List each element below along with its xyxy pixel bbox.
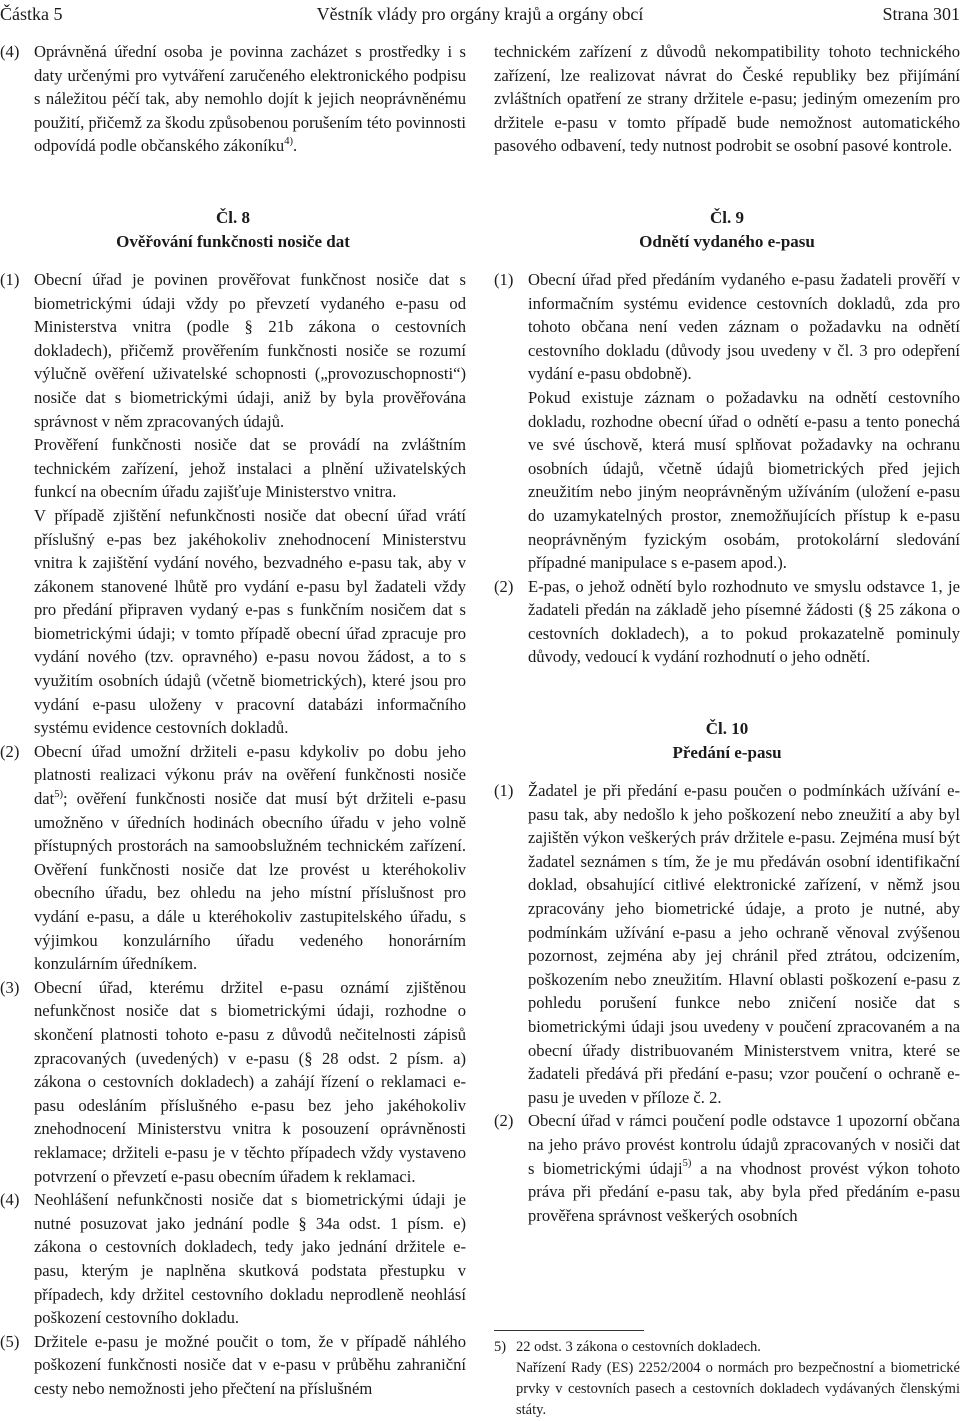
header-journal-title: Věstník vlády pro orgány krajů a orgány obcí bbox=[316, 4, 644, 24]
article-10-heading bbox=[494, 717, 960, 765]
paragraph-number: (4) bbox=[0, 1190, 20, 1210]
header-page-number: Strana 301 bbox=[882, 4, 960, 24]
paragraph-text-cont: a na vhodnost provést výkon tohoto práva při předání e-pasu tak, aby byla před předáním e-pasu prověřena správnost veškerých osobních bbox=[528, 1158, 960, 1225]
footnote-ref: 5) bbox=[682, 1158, 692, 1170]
paragraph-text: Oprávněná úřední osoba je povinna zacházet s prostředky i s daty určenými pro vytváření zaručeného elektronického podpisu s náležitou péčí tak, aby nemohlo dojít k jejich neoprávněnému použití, přičemž za škodu způsobenou porušením této povinnosti odpovídá podle občanského zákoníku bbox=[34, 42, 466, 156]
article-10-paragraph-1 bbox=[494, 779, 960, 1109]
paragraph-number: (4) bbox=[0, 42, 20, 61]
right-column bbox=[494, 40, 960, 1227]
footnote-5 bbox=[494, 1337, 960, 1421]
paragraph-continuation: Prověření funkčnosti nosiče dat se provádí na zvláštním technickém zařízení, jehož instalaci a plnění uživatelských funkcí na obecním úřadu zajišťuje Ministerstvo vnitra. bbox=[34, 435, 466, 502]
article-8-paragraph-5 bbox=[0, 1330, 466, 1401]
paragraph-continuation: V případě zjištění nefunkčnosti nosiče dat obecní úřad vrátí příslušný e-pas bez jakéhokoliv znehodnocení Ministerstvu vnitra k zajištění vydání nového, bezvadného e-pasu tak, aby v zákonem stanovené lhůtě pro vydání e-pasu byl žadateli vždy pro předání připraven vydaný e-pas s funkčním nosičem dat s biometrickými údaji; v tomto případě obecní úřad zpracuje pro vydání nového (tzv. opravného) e-pasu novou žádost, a to s využitím osobních údajů (včetně biometrických), které jsou pro vydání e-pasu uloženy v pracovní databázi informačního systému evidence cestovních dokladů. bbox=[34, 505, 466, 738]
paragraph-number: (2) bbox=[494, 576, 514, 596]
paragraph-text: E-pas, o jehož odnětí bylo rozhodnuto ve smyslu odstavce 1, je žadateli předán na základě jeho písemné žádosti (§ 25 zákona o cestovních dokladech), a to pokud prokazatelně pominuly důvody, vedoucí k vydání rozhodnutí o jeho odnětí. bbox=[528, 576, 960, 667]
paragraph-text-cont: ; ověření funkčnosti nosiče dat musí být držiteli e-pasu umožněno v úředních hodinách obecního úřadu v jeho volně přístupných prostorách na samoobslužném technickém zařízení. Ověření funkčnosti nosiče dat lze provést u kteréhokoliv obecního úřadu, bez ohledu na jeho místní příslušnost pro vydání e-pasu, a dále u kteréhokoliv zastupitelského úřadu, s výjimkou konzulárního úřadu vedeného honorárním konzulárním úředníkem. bbox=[34, 789, 466, 974]
footnote-number: 5) bbox=[494, 1339, 507, 1355]
page-header bbox=[0, 2, 960, 28]
paragraph-text: Obecní úřad je povinen prověřovat funkčnost nosiče dat s biometrickými údaji vždy po převzetí vydaného e-pasu od Ministerstva vnitra (podle § 21b zákona o cestovních dokladech), přičemž prověřením funkčnosti nosiče se rozumí výlučně ověření uživatelské schopnosti („provozuschopnosti“) nosiče dat s biometrickými údaji, aniž by byla prověřována správnost v něm zpracovaných údajů. bbox=[34, 269, 466, 431]
footnote-ref: 5) bbox=[54, 788, 64, 800]
paragraph-number: (2) bbox=[494, 1111, 514, 1131]
article-8-paragraph-1 bbox=[0, 268, 466, 433]
paragraph-4 bbox=[0, 40, 466, 158]
article-title: Předání e-pasu bbox=[672, 743, 782, 763]
header-issue: Částka 5 bbox=[0, 4, 63, 24]
paragraph-text: Obecní úřad v rámci poučení podle odstavce 1 upozorní občana na jeho právo provést kontrolu údajů zpracovaných v nosiči dat s biometrickými údaji bbox=[528, 1111, 960, 1178]
article-number: Čl. 8 bbox=[216, 207, 250, 227]
article-8-paragraph-2 bbox=[0, 740, 466, 976]
paragraph-text: Obecní úřad umožní držiteli e-pasu kdykoliv po dobu jeho platnosti realizaci výkonu práv na ověření funkčnosti nosiče dat bbox=[34, 741, 466, 809]
article-title: Odnětí vydaného e-pasu bbox=[639, 231, 815, 251]
paragraph-number: (1) bbox=[494, 269, 514, 289]
paragraph-number: (1) bbox=[494, 781, 514, 801]
paragraph-text: Držitele e-pasu je možné poučit o tom, že v případě náhlého poškození funkčnosti nosiče dat v e-pasu v průběhu zahraniční cesty nebo nemožnosti jeho přečtení na příslušném bbox=[34, 1331, 466, 1398]
article-10-paragraph-2 bbox=[494, 1109, 960, 1227]
footnote-ref: 4) bbox=[284, 135, 293, 147]
paragraph-text: Obecní úřad, kterému držitel e-pasu oznámí zjištěnou nefunkčnost nosiče dat s biometrickými údaji, rozhodne o skončení platnosti tohoto e-pasu z důvodů nečitelnosti zápisů zpracovaných (uvedených) v e-pasu (§ 28 odst. 2 písm. a) zákona o cestovních dokladech) a zahájí řízení o reklamaci e-pasu odesláním příslušného e-pasu bez jeho jakéhokoliv znehodnocení Ministerstvu vnitra k posouzení oprávněnosti reklamace; držiteli e-pasu je v těchto případech vždy vystaveno potvrzení o převzetí e-pasu obecním úřadem k reklamaci. bbox=[34, 977, 466, 1186]
footnote-line: 22 odst. 3 zákona o cestovních dokladech. bbox=[516, 1339, 761, 1355]
article-8-paragraph-3 bbox=[0, 976, 466, 1188]
article-number: Čl. 10 bbox=[705, 719, 749, 739]
paragraph-continuation: technickém zařízení z důvodů nekompatibility tohoto technického zařízení, lze realizovat návrat do České republiky bez přijímání zvláštních opatření ze strany držitele e-pasu; jediným omezením pro držitele e-pasu v tomto případě bude nemožnost automatického pasového odbavení, tedy nutnost podrobit se osobní pasové kontrole. bbox=[494, 42, 960, 156]
paragraph-end: . bbox=[292, 136, 298, 156]
paragraph-number: (1) bbox=[0, 269, 20, 289]
article-number: Čl. 9 bbox=[710, 207, 744, 227]
article-9-heading bbox=[494, 206, 960, 254]
article-8-heading bbox=[0, 206, 466, 254]
footnote-divider bbox=[494, 1330, 644, 1331]
paragraph-number: (3) bbox=[0, 977, 20, 997]
left-column bbox=[0, 40, 466, 1400]
paragraph-number: (2) bbox=[0, 741, 20, 761]
paragraph-text: Obecní úřad před předáním vydaného e-pasu žadateli prověří v informačním systému evidence cestovních dokladů, zda pro tohoto občana není veden záznam o požadavku na odnětí cestovního dokladu (důvody jsou uvedeny v čl. 3 pro odepření vydání e-pasu obdobně). bbox=[528, 269, 960, 384]
article-title: Ověřování funkčnosti nosiče dat bbox=[116, 231, 350, 251]
paragraph-text: Neohlášení nefunkčnosti nosiče dat s biometrickými údaji je nutné posuzovat jako jednání podle § 34a odst. 1 písm. e) zákona o cestovních dokladech, tedy jako jednání držitele e-pasu, kterým je naplněna skutková podstata přestupku v případech, kdy držitel cestovního dokladu neprodleně neohlásí poškození cestovního dokladu. bbox=[34, 1190, 466, 1328]
paragraph-text: Žadatel je při předání e-pasu poučen o podmínkách užívání e-pasu tak, aby nedošlo k jeho poškození nebo zneužití a aby byl zajištěn výkon veškerých práv držitele e-pasu. Zejména musí být žadatel seznámen s tím, že je mu předáván osobní identifikační doklad, obsahující citlivé elektronické zařízení, v němž jsou zpracovány jeho biometrické údaje, a proto je nutné, aby podmínkám užívání e-pasu a jeho ochraně věnoval zvýšenou pozornost, zejména aby jej chránil před ztrátou, odcizením, poškozením nebo zneužitím. Hlavní oblasti poškození e-pasu z pohledu porušení funkce nebo zničení nosiče dat s biometrickými údaji jsou uvedeny v poučení zpracovaném a na obecní úřady distribuovaném Ministerstvem vnitra, které se žadateli předává při předání e-pasu; vzor poučení o ochraně e-pasu je uveden v příloze č. 2. bbox=[528, 781, 960, 1107]
paragraph-number: (5) bbox=[0, 1331, 20, 1351]
article-8-paragraph-4 bbox=[0, 1188, 466, 1330]
footnote-line: Nařízení Rady (ES) 2252/2004 o normách pro bezpečnostní a biometrické prvky v cestovních pasech a cestovních dokladech vydávaných členskými státy. bbox=[516, 1360, 960, 1418]
paragraph-continuation: Pokud existuje záznam o požadavku na odnětí cestovního dokladu, rozhodne obecní úřad o odnětí e-pasu a tento ponechá ve své úschově, která musí splňovat požadavky na ochranu osobních údajů, včetně údajů biometrických před jejich zneužitím nebo jiným neoprávněným užíváním (uložení e-pasu do uzamykatelných prostor, znemožňujících přístup k e-pasu neoprávněným fyzickým osobám, protokolární sledování případné manipulace s e-pasem apod.). bbox=[528, 387, 960, 573]
article-9-paragraph-1 bbox=[494, 268, 960, 386]
footnotes bbox=[494, 1330, 960, 1421]
article-9-paragraph-2 bbox=[494, 575, 960, 669]
